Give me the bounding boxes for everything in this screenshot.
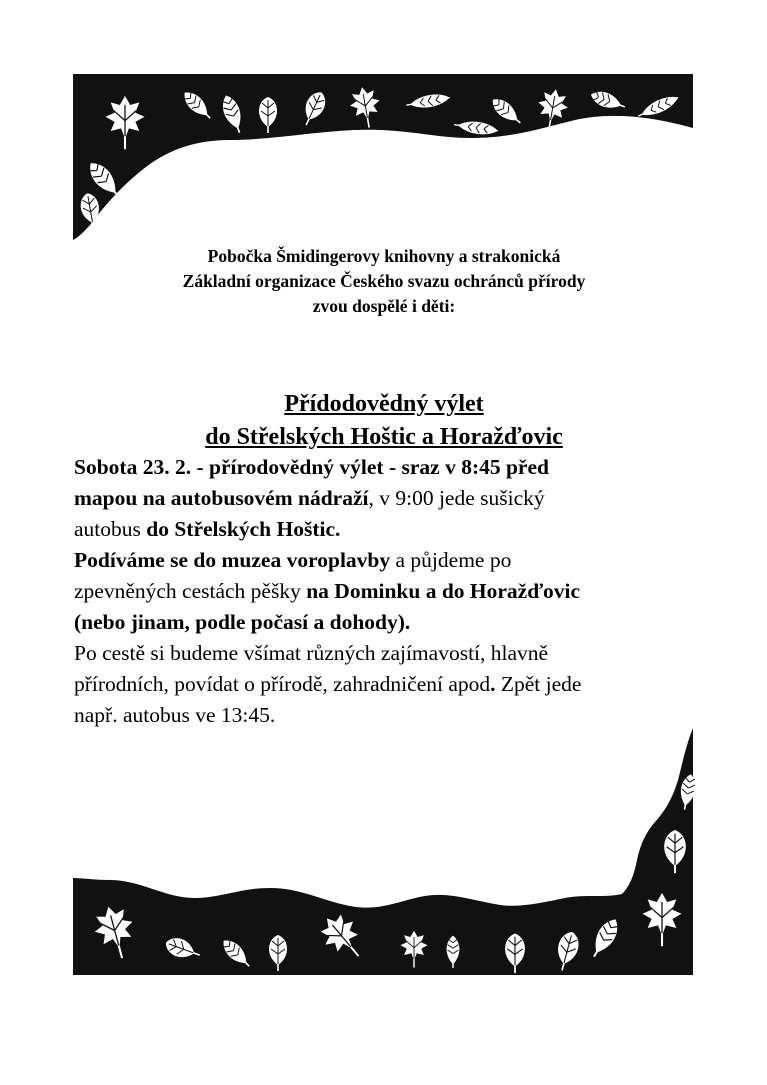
body-bold: . — [490, 672, 496, 696]
event-description — [74, 452, 694, 731]
body-normal: autobus — [74, 517, 147, 541]
body-normal: Zpět jede — [495, 672, 582, 696]
body-line — [74, 545, 694, 576]
body-normal: zpevněných cestách pěšky — [74, 579, 307, 603]
body-bold: Podíváme se do muzea voroplavby — [74, 548, 391, 572]
body-line — [74, 483, 694, 514]
intro-line: zvou dospělé i děti: — [312, 296, 456, 316]
title-line: Přídodovědný výlet — [284, 391, 484, 417]
intro-block — [74, 244, 694, 319]
body-normal: přírodních, povídat o přírodě, zahradničení apod — [74, 672, 491, 696]
body-line: Po cestě si budeme všímat různých zajímavostí, hlavně — [74, 641, 549, 665]
event-title — [74, 388, 694, 454]
body-normal: a půjdeme po — [390, 548, 512, 572]
body-line — [74, 576, 694, 607]
body-line — [74, 669, 694, 700]
title-line: do Střelských Hoštic a Horažďovic — [205, 424, 563, 450]
body-bold: mapou na autobusovém nádraží — [74, 486, 369, 510]
body-line: (nebo jinam, podle počasí a dohody). — [74, 610, 411, 634]
body-bold: do Střelských Hoštic. — [146, 517, 341, 541]
body-line — [74, 514, 694, 545]
body-line: Sobota 23. 2. - přírodovědný výlet - sraz v 8:45 před — [74, 455, 549, 479]
intro-line: Základní organizace Českého svazu ochránců přírody — [182, 271, 586, 291]
body-line: např. autobus ve 13:45. — [74, 703, 276, 727]
body-normal: , v 9:00 jede sušický — [368, 486, 545, 510]
intro-line: Pobočka Šmidingerovy knihovny a strakonická — [207, 246, 561, 266]
body-bold: na Dominku a do Horažďovic — [306, 579, 581, 603]
